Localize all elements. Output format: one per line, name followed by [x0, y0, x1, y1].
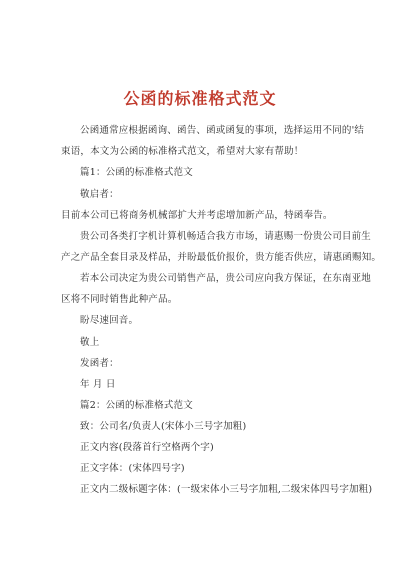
sender-label: 发函者：	[80, 358, 119, 369]
body-paragraph-2-line-2: 产之产品全套目录及样品，并盼最低价报价，贵方能否供应，请惠函赐知。	[61, 252, 382, 263]
closing-request: 盼尽速回音。	[80, 315, 139, 326]
format-body-font: 正文字体：(宋体四号字)	[80, 463, 185, 474]
closing-regards: 敬上	[80, 337, 100, 348]
paragraph-intro-line-2: 束语，本文为公函的标准格式范文，希望对大家有帮助！	[61, 146, 304, 157]
body-paragraph-3-line-2: 区将不同时销售此种产品。	[61, 294, 178, 305]
document-title: 公函的标准格式范文	[123, 89, 277, 108]
date-line: 年 月 日	[80, 379, 116, 390]
format-subheading-font: 正文内二级标题字体：(一级宋体小三号字加粗,二级宋体四号字加粗)	[80, 484, 373, 495]
format-body-content: 正文内容(段落首行空格两个字)	[80, 442, 214, 453]
format-recipient: 致：公司名/负责人(宋体小三号字加粗)	[80, 421, 247, 432]
body-paragraph-2-line-1: 贵公司各类打字机计算机畅适合我方市场，请惠赐一份贵公司目前生	[80, 231, 372, 242]
section-heading-2: 篇2：公函的标准格式范文	[80, 400, 193, 411]
salutation: 敬启者：	[80, 189, 119, 200]
paragraph-intro-line-1: 公函通常应根据函询、函告、函或函复的事项，选择运用不同的'结	[80, 125, 365, 136]
section-heading-1: 篇1：公函的标准格式范文	[80, 167, 193, 178]
body-paragraph-3-line-1: 若本公司决定为贵公司销售产品，贵公司应向我方保证，在东南亚地	[80, 273, 372, 284]
body-paragraph-1: 目前本公司已将商务机械部扩大并考虑增加新产品，特函奉告。	[61, 210, 333, 221]
